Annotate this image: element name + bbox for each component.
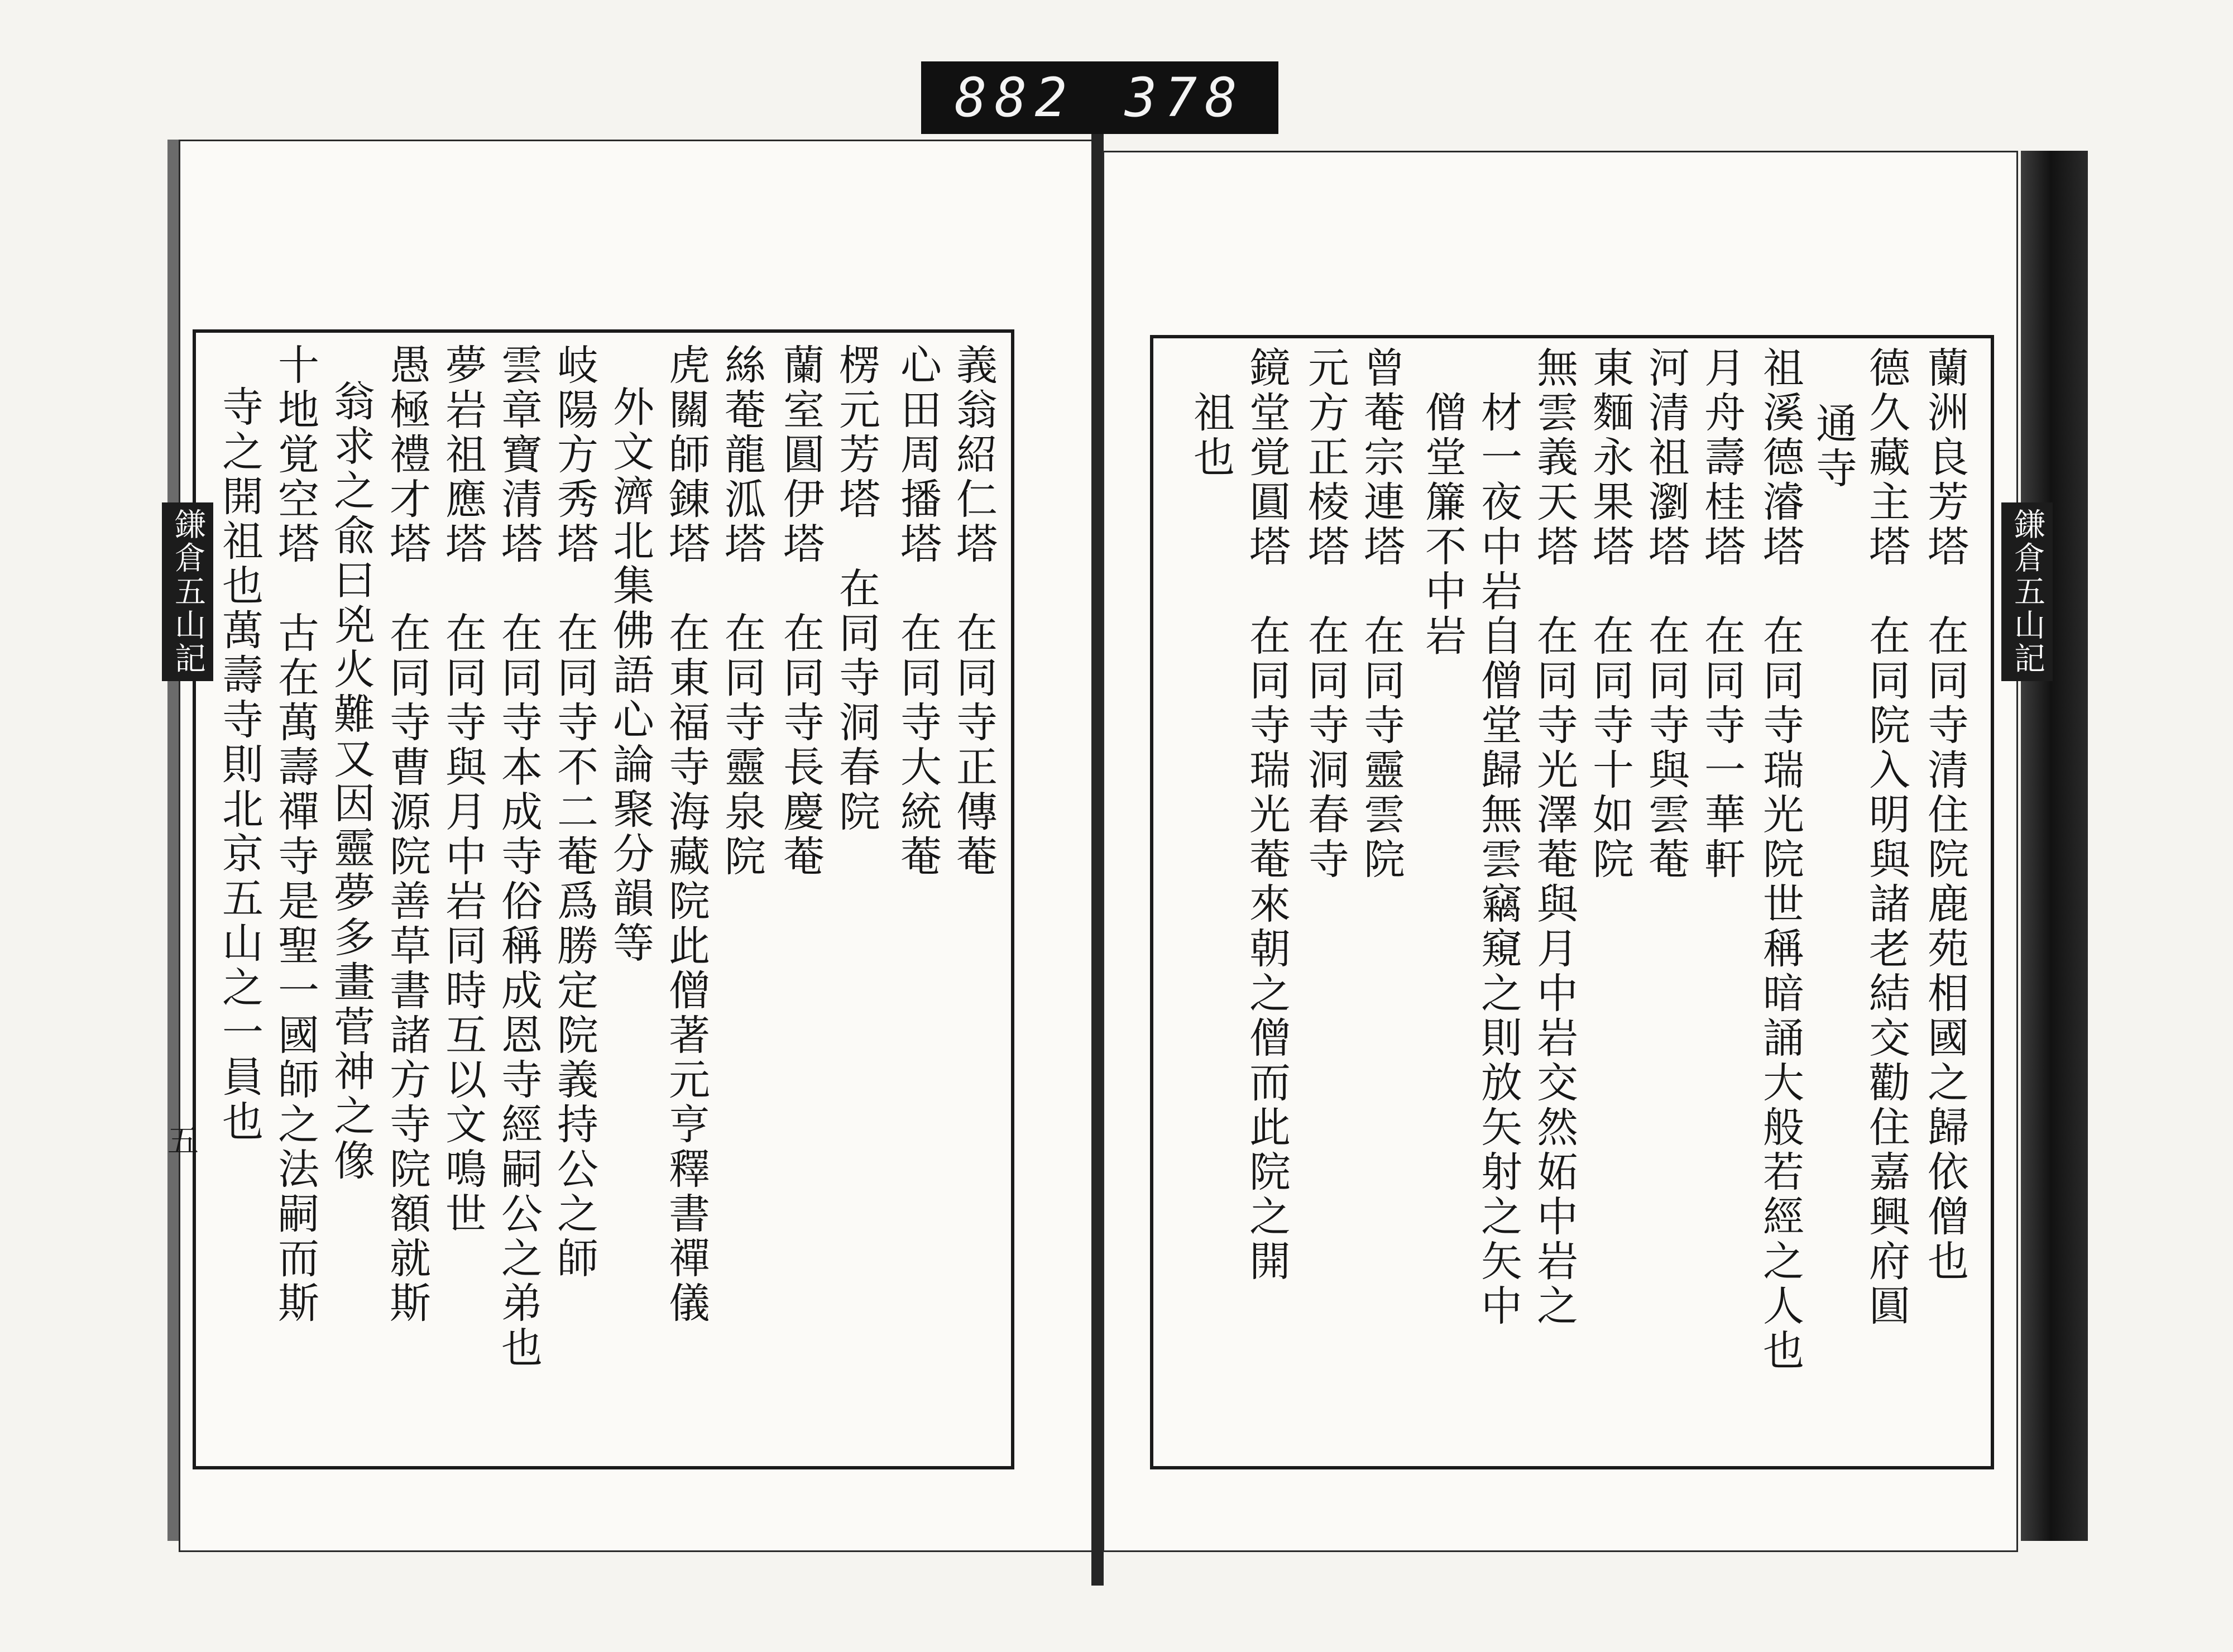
left-column-7: 外文濟北集佛語心論聚分韻等	[606, 385, 654, 966]
left-column-9: 雲章寶清塔 在同寺本成寺俗稱成恩寺經嗣公之弟也	[495, 343, 543, 1371]
right-column-11: 曾菴宗連塔 在同寺靈雲院	[1357, 346, 1405, 882]
left-column-14: 寺之開祖也萬壽寺則北京五山之一員也	[215, 385, 263, 1145]
left-column-5: 絲菴龍泒塔 在同寺靈泉院	[718, 343, 766, 879]
scan-label-right: 378	[1124, 66, 1245, 129]
right-column-4: 祖溪德濬塔 在同寺瑞光院世稱暗誦大般若經之人也	[1756, 346, 1804, 1373]
right-column-10: 僧堂簾不中岩	[1419, 391, 1467, 659]
scan-label	[921, 61, 1278, 134]
right-column-6: 河清祖瀏塔 在同寺與雲菴	[1642, 346, 1690, 882]
book-spine	[1091, 134, 1104, 1586]
right-column-1: 蘭洲良芳塔 在同寺清住院鹿苑相國之歸依僧也	[1921, 346, 1969, 1284]
right-page-edge	[2021, 151, 2088, 1541]
left-column-4: 蘭室圓伊塔 在同寺長慶菴	[777, 343, 825, 879]
left-column-3: 楞元芳塔 在同寺洞春院	[832, 343, 880, 835]
right-column-2: 德久藏主塔 在同院入明與諸老結交勸住嘉興府圓	[1862, 346, 1910, 1329]
left-column-2: 心田周播塔 在同寺大統菴	[894, 343, 942, 879]
right-column-5: 月舟壽桂塔 在同寺一華軒	[1698, 346, 1746, 882]
left-column-12: 翁求之兪曰兇火難又因靈夢多畫菅神之像	[327, 380, 375, 1184]
left-column-13: 十地覚空塔 古在萬壽禪寺是聖一國師之法嗣而斯	[271, 343, 319, 1326]
scan-label-left: 882	[955, 66, 1075, 129]
left-column-10: 夢岩祖應塔 在同寺與月中岩同時互以文鳴世	[439, 343, 487, 1237]
right-column-3: 通寺	[1809, 402, 1857, 491]
left-column-8: 岐陽方秀塔 在同寺不二菴爲勝定院義持公之師	[550, 343, 598, 1281]
left-column-11: 愚極禮才塔 在同寺曹源院善草書諸方寺院額就斯	[383, 343, 431, 1326]
right-column-9: 材一夜中岩自僧堂歸無雲竊窺之則放矢射之矢中	[1474, 391, 1522, 1329]
right-column-14: 祖也	[1187, 391, 1235, 480]
left-column-1: 義翁紹仁塔 在同寺正傳菴	[950, 343, 998, 879]
left-margin-title: 鎌倉五山記	[162, 502, 213, 681]
right-column-13: 鏡堂覚圓塔 在同寺瑞光菴來朝之僧而此院之開	[1243, 346, 1291, 1284]
right-margin-title: 鎌倉五山記	[2001, 502, 2053, 681]
right-column-7: 東麵永果塔 在同寺十如院	[1586, 346, 1634, 882]
left-column-6: 虎關師錬塔 在東福寺海藏院此僧著元亨釋書禪儀	[662, 343, 710, 1326]
right-column-8: 無雲義天塔 在同寺光澤菴與月中岩交然妬中岩之	[1530, 346, 1578, 1329]
left-folio: 五	[167, 1123, 199, 1160]
right-column-12: 元方正棱塔 在同寺洞春寺	[1301, 346, 1349, 882]
